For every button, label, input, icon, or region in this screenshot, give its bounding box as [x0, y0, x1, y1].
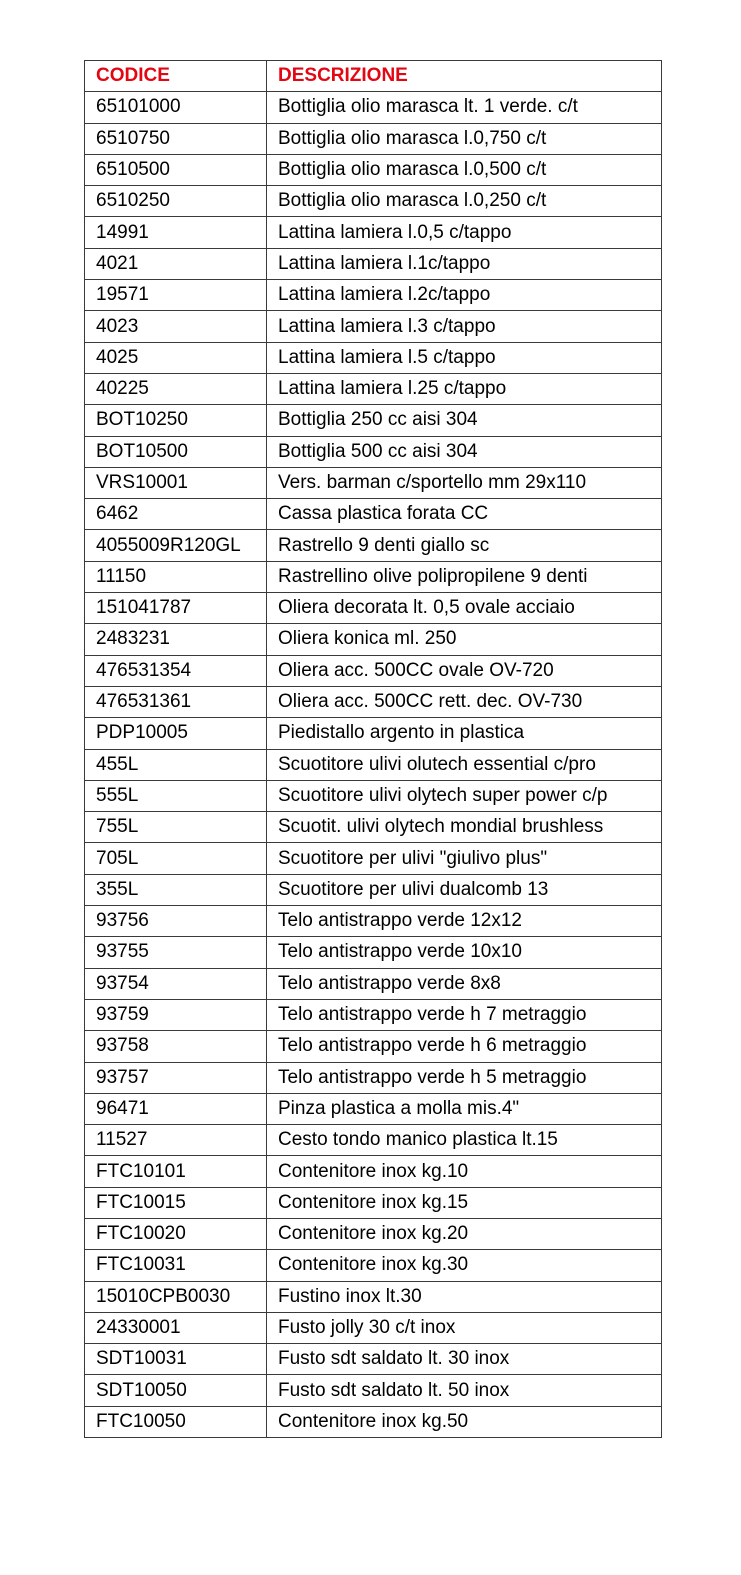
cell-descrizione: Telo antistrappo verde h 5 metraggio: [267, 1062, 662, 1093]
cell-descrizione: Scuotitore per ulivi "giulivo plus": [267, 843, 662, 874]
table-row: [85, 217, 662, 248]
table-row: [85, 1375, 662, 1406]
product-table-sheet: [84, 60, 662, 1438]
cell-descrizione: Telo antistrappo verde 10x10: [267, 937, 662, 968]
table-row: [85, 874, 662, 905]
table-row: [85, 123, 662, 154]
cell-codice: 2483231: [85, 624, 267, 655]
cell-codice: 19571: [85, 280, 267, 311]
table-row: [85, 999, 662, 1030]
table-row: [85, 1187, 662, 1218]
cell-codice: 93754: [85, 968, 267, 999]
cell-descrizione: Piedistallo argento in plastica: [267, 718, 662, 749]
table-row: [85, 812, 662, 843]
cell-descrizione: Lattina lamiera l.2c/tappo: [267, 280, 662, 311]
cell-codice: 355L: [85, 874, 267, 905]
cell-codice: FTC10050: [85, 1406, 267, 1437]
table-row: [85, 92, 662, 123]
cell-descrizione: Scuotitore ulivi olytech super power c/p: [267, 780, 662, 811]
cell-descrizione: Cesto tondo manico plastica lt.15: [267, 1125, 662, 1156]
cell-descrizione: Bottiglia olio marasca l.0,250 c/t: [267, 186, 662, 217]
table-row: [85, 1406, 662, 1437]
cell-descrizione: Bottiglia olio marasca l.0,500 c/t: [267, 154, 662, 185]
header-descrizione: DESCRIZIONE: [267, 61, 662, 92]
table-row: [85, 937, 662, 968]
cell-codice: 93757: [85, 1062, 267, 1093]
cell-descrizione: Bottiglia olio marasca l.0,750 c/t: [267, 123, 662, 154]
cell-codice: PDP10005: [85, 718, 267, 749]
table-row: [85, 780, 662, 811]
table-row: [85, 1250, 662, 1281]
table-row: [85, 593, 662, 624]
table-row: [85, 1281, 662, 1312]
cell-codice: 14991: [85, 217, 267, 248]
table-row: [85, 906, 662, 937]
cell-codice: FTC10015: [85, 1187, 267, 1218]
table-row: [85, 1312, 662, 1343]
table-row: [85, 405, 662, 436]
cell-descrizione: Lattina lamiera l.1c/tappo: [267, 248, 662, 279]
table-row: [85, 1156, 662, 1187]
table-row: [85, 499, 662, 530]
cell-codice: 11150: [85, 561, 267, 592]
cell-codice: 6510250: [85, 186, 267, 217]
cell-descrizione: Pinza plastica a molla mis.4": [267, 1093, 662, 1124]
cell-codice: 6510500: [85, 154, 267, 185]
table-row: [85, 1062, 662, 1093]
cell-descrizione: Fusto sdt saldato lt. 50 inox: [267, 1375, 662, 1406]
cell-descrizione: Cassa plastica forata CC: [267, 499, 662, 530]
table-row: [85, 1218, 662, 1249]
cell-descrizione: Telo antistrappo verde 8x8: [267, 968, 662, 999]
cell-descrizione: Contenitore inox kg.50: [267, 1406, 662, 1437]
cell-codice: FTC10020: [85, 1218, 267, 1249]
cell-codice: SDT10050: [85, 1375, 267, 1406]
cell-descrizione: Rastrello 9 denti giallo sc: [267, 530, 662, 561]
cell-descrizione: Contenitore inox kg.15: [267, 1187, 662, 1218]
cell-descrizione: Fusto jolly 30 c/t inox: [267, 1312, 662, 1343]
cell-codice: 555L: [85, 780, 267, 811]
cell-codice: FTC10031: [85, 1250, 267, 1281]
table-row: [85, 718, 662, 749]
cell-codice: 24330001: [85, 1312, 267, 1343]
product-table: [84, 60, 662, 1438]
cell-codice: FTC10101: [85, 1156, 267, 1187]
cell-descrizione: Contenitore inox kg.20: [267, 1218, 662, 1249]
cell-codice: 6462: [85, 499, 267, 530]
cell-descrizione: Oliera acc. 500CC rett. dec. OV-730: [267, 686, 662, 717]
table-row: [85, 467, 662, 498]
cell-codice: BOT10250: [85, 405, 267, 436]
table-row: [85, 1125, 662, 1156]
table-row: [85, 655, 662, 686]
cell-descrizione: Telo antistrappo verde h 7 metraggio: [267, 999, 662, 1030]
cell-descrizione: Contenitore inox kg.30: [267, 1250, 662, 1281]
cell-codice: 4021: [85, 248, 267, 279]
cell-codice: 705L: [85, 843, 267, 874]
cell-descrizione: Fustino inox lt.30: [267, 1281, 662, 1312]
cell-descrizione: Lattina lamiera l.3 c/tappo: [267, 311, 662, 342]
table-row: [85, 248, 662, 279]
table-row: [85, 843, 662, 874]
cell-codice: 93758: [85, 1031, 267, 1062]
cell-descrizione: Bottiglia 250 cc aisi 304: [267, 405, 662, 436]
cell-descrizione: Bottiglia 500 cc aisi 304: [267, 436, 662, 467]
cell-codice: 455L: [85, 749, 267, 780]
table-row: [85, 624, 662, 655]
table-row: [85, 342, 662, 373]
cell-descrizione: Oliera konica ml. 250: [267, 624, 662, 655]
table-row: [85, 1344, 662, 1375]
table-row: [85, 154, 662, 185]
cell-codice: 4023: [85, 311, 267, 342]
table-row: [85, 1031, 662, 1062]
cell-descrizione: Oliera acc. 500CC ovale OV-720: [267, 655, 662, 686]
cell-descrizione: Scuotitore per ulivi dualcomb 13: [267, 874, 662, 905]
cell-codice: 15010CPB0030: [85, 1281, 267, 1312]
cell-descrizione: Telo antistrappo verde h 6 metraggio: [267, 1031, 662, 1062]
table-body: [85, 92, 662, 1438]
table-header-row: [85, 61, 662, 92]
cell-codice: 93755: [85, 937, 267, 968]
cell-descrizione: Oliera decorata lt. 0,5 ovale acciaio: [267, 593, 662, 624]
cell-codice: 476531354: [85, 655, 267, 686]
table-row: [85, 373, 662, 404]
cell-codice: 40225: [85, 373, 267, 404]
cell-codice: 11527: [85, 1125, 267, 1156]
cell-descrizione: Telo antistrappo verde 12x12: [267, 906, 662, 937]
table-row: [85, 968, 662, 999]
cell-descrizione: Bottiglia olio marasca lt. 1 verde. c/t: [267, 92, 662, 123]
cell-codice: 65101000: [85, 92, 267, 123]
table-row: [85, 280, 662, 311]
cell-codice: 476531361: [85, 686, 267, 717]
cell-descrizione: Rastrellino olive polipropilene 9 denti: [267, 561, 662, 592]
cell-descrizione: Scuotitore ulivi olutech essential c/pro: [267, 749, 662, 780]
cell-codice: 755L: [85, 812, 267, 843]
cell-codice: 93759: [85, 999, 267, 1030]
table-row: [85, 561, 662, 592]
header-codice: CODICE: [85, 61, 267, 92]
cell-codice: 4055009R120GL: [85, 530, 267, 561]
cell-codice: 96471: [85, 1093, 267, 1124]
table-row: [85, 311, 662, 342]
table-row: [85, 686, 662, 717]
cell-codice: 151041787: [85, 593, 267, 624]
cell-codice: VRS10001: [85, 467, 267, 498]
cell-descrizione: Vers. barman c/sportello mm 29x110: [267, 467, 662, 498]
cell-descrizione: Fusto sdt saldato lt. 30 inox: [267, 1344, 662, 1375]
cell-descrizione: Contenitore inox kg.10: [267, 1156, 662, 1187]
table-row: [85, 749, 662, 780]
table-row: [85, 436, 662, 467]
cell-codice: 6510750: [85, 123, 267, 154]
cell-codice: SDT10031: [85, 1344, 267, 1375]
cell-descrizione: Lattina lamiera l.0,5 c/tappo: [267, 217, 662, 248]
cell-descrizione: Lattina lamiera l.5 c/tappo: [267, 342, 662, 373]
cell-descrizione: Scuotit. ulivi olytech mondial brushless: [267, 812, 662, 843]
cell-codice: 93756: [85, 906, 267, 937]
cell-codice: BOT10500: [85, 436, 267, 467]
table-row: [85, 530, 662, 561]
cell-codice: 4025: [85, 342, 267, 373]
cell-descrizione: Lattina lamiera l.25 c/tappo: [267, 373, 662, 404]
table-row: [85, 186, 662, 217]
table-row: [85, 1093, 662, 1124]
